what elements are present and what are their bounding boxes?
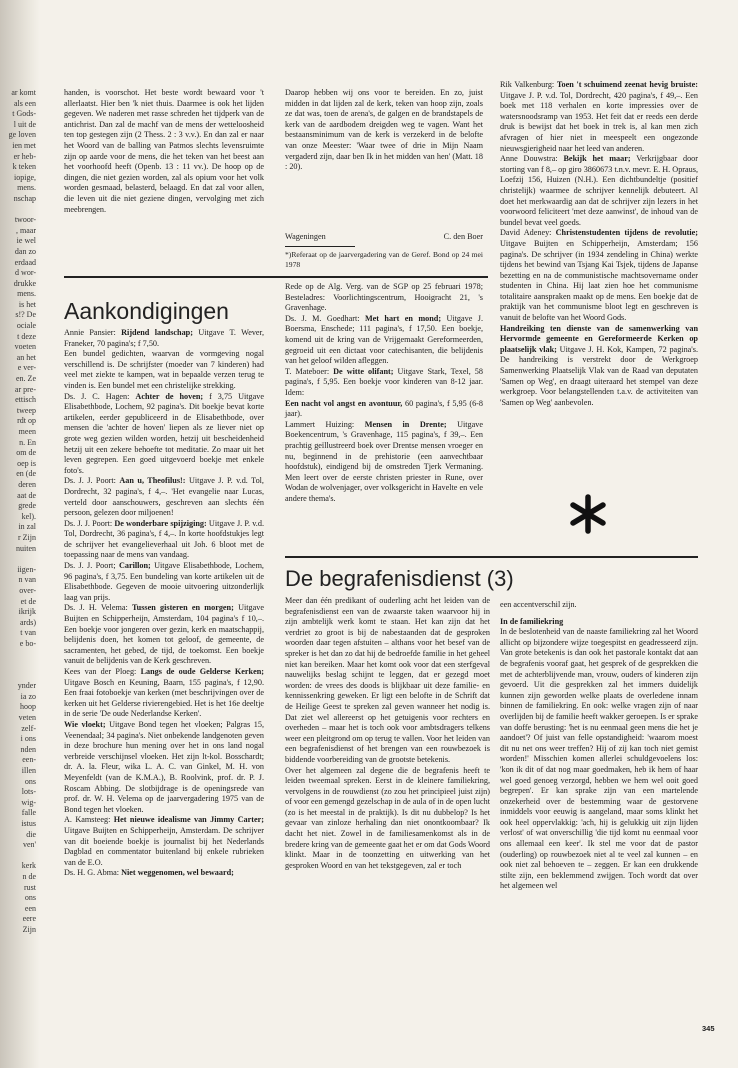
edge-fragment: n van [18,575,36,585]
section-divider [64,276,488,278]
announcement-entry: Ds. J. C. Hagen: Achter de hoven; f 3,75 Uitgave Elisabethbode, Lochem, 92 pagina's. Dit boekje bevat korte artikelen, eerder gepubliceerd in de Elisabethbode, over mensen die 'achter de hoven' liepen als ze liever niet op grote weg gezien wilden worden, hetzij uit bescheidenheid hetzij uit een zekere behoefte tot meditatie. Zo maar uit het leven gegrepen. Een goed uitgevoerd boekje met enkele foto's. [64,391,265,475]
edge-fragment: in zal [18,522,36,532]
edge-fragment: nuiten [16,543,36,553]
edge-fragment: over- [19,585,36,595]
edge-fragment: om de [16,448,36,458]
edge-fragment: ge loven [8,130,36,140]
article-begrafenis-col2: een accentverschil zijn. In de familiekring In de beslotenheid van de naaste familiekring zal het Woord allicht op bijzondere wijze toegespitst en geadresseerd zijn. Van grote betekenis is dan ook het pastorale kontakt dat aan de begrafenis vooraf gaat, het gesprek of de gesprekken die met de achterblijvende man, vrouw, ouders of kinderen zijn gevoerd. Uit die gesprekken zal het immers duidelijk kunnen zijn geworden welke plaats de overledene innam binnen de familiekring. En ook: welke vragen zijn of naar overlijden bij de familie heeft wakker geroepen. Is er sprake van doffe berusting: 'het is nu eenmaal geen mens die het je aandoet'? Of juist van felle opstandigheid: 'waarom moest dit nu net ons weer treffen? Hij of zij kan toch niet gemist worden!' Misschien komen allerlei schuldgevoelens los: 'kon ik dit of dat nog maar goedmaken, heb ik hem of haar wel goed genoeg verzorgd, hebben we hem wel ooit goed begrepen'. Er kan sprake zijn van een martelende onzekerheid over de bestemming waar de gestorvene inmiddels voor eeuwig is aangeland, maar soms klinkt het ook heel oppervlakkig: 'ach, hij is gelukkig uit zijn lijden verlost' of wat onverschillig 'die tijd komt nu eenmaal voor ons allemaal een keer'. Ik stel me voor dat de pastor (ouderling) op rouwbezoek niet al te veel zal kunnen – en ook niet zal behoeven te – zeggen. Er kan een drukkende stilte zijn, een beklemmend zwijgen. Toch wordt dat over het algemeen wel [500,600,698,891]
footnote-rule [285,246,355,247]
signoff-place: Wageningen [285,232,326,241]
edge-fragment: illen [21,766,36,775]
edge-fragment: ar komt [11,88,36,97]
edge-fragment: kerk [21,861,36,871]
edge-fragment: aat de [17,490,36,500]
section-title-aankondigingen: Aankondigingen [64,298,229,324]
announcement-entry: Ds. J. J. Poort; Carillon; Uitgave Elisabethbode, Lochem, 96 pagina's, f 3,75. Een bundeling van korte artikelen uit de Elisabethbode. Gegeven de mooie uitvoering uitzonderlijk laag van prijs. [64,561,264,602]
footnote: *)Referaat op de jaarvergadering van de Geref. Bond op 24 mei 1978 [285,250,483,269]
article-continuation-col2: Daarop hebben wij ons voor te bereiden. En zo, juist midden in dat lijden zal de kerk, teken van hoop zijn, zoals ze dat was, toen de arena's, de galgen en de brandstapels de kerk van de aardbodem dreigden weg te vagen. Want het bestaansminimum van de kerk is verzekerd in de belofte van onze Meester: 'Waar twee of drie in Mijn Naam vergaderd zijn, daar ben Ik in het midden van hen' (Matt. 18 : 20). [285,88,483,172]
edge-fragment: t deze [17,331,36,341]
announcement-entry: Anne Douwstra: Bekijk het maar; Verkrijgbaar door storting van f 8,– op giro 3860673 t.n.v. mevr. E. H. Opraus, Loefzij 156, Huizen (N.H.). Een dichtbundeltje (positief christelijk) waarmee de schrijver kennelijk debuteert. Al doet het merkwaardig aan dat de schrijver zijn lezers in het voorwoord feliciteert 'met deze aanwinst', de inhoud van de bundel bevat veel goeds. [500,154,698,227]
section-divider-2 [285,556,698,558]
edge-fragment: ons [24,893,36,903]
edge-fragment: d wor- [15,268,36,278]
edge-fragment: ards) [20,617,36,627]
facing-page-edge [2,88,36,936]
announcements-col3 [500,80,698,482]
edge-fragment: s!? De [15,310,36,320]
edge-fragment: an het [16,352,36,362]
edge-fragment [2,671,36,682]
edge-fragment: ikrijk [18,607,36,617]
edge-fragment: Zijn [22,924,36,934]
edge-fragment: ien met [12,140,36,150]
edge-fragment [2,649,36,660]
announcement-entry: Rik Valkenburg: Toen 't schuimend zeenat hevig bruiste: Uitgave J. P. v.d. Tol, Dordrecht, 420 pagina's, f 49,–. Een boek met 118 verhalen en korte impressies over de watersnoodsramp van 1953. Het feit dat er reeds een derde druk is bewijst dat het boek in trek is, al kan men zich afvragen of hier niet in meespeelt een ongezonde nieuwsgierigheid naar het leed van anderen. [500,80,698,153]
article-begrafenis-col1: Meer dan één predikant of ouderling acht het leiden van de begrafenisdienst een van de zwaarste taken waarvoor hij in zijn ambtelijk werk komt te staan. Het kan zijn dat het verdriet zo groot is bij de nabestaanden dat de gesproken woorden daar tegen afstuiten – althans voor het besef van de spreker is het dan zo dat hij de bedroefde familie in het geheel niet kan bereiken. Maar het komt ook voor dat een sterfgeval nauwelijks beslag schijnt te leggen, dat er gezegd moet worden: de vrees des doods is blijkbaar uit deze familie- en kennissenkring geweken. Er ligt een belofte in de Schrift dat de Heilige Geest te spreken zal geven wanneer het nodig is. Dat ziet wel allereerst op het getuigenis voor rechters en overheden – maar het is toch ook voor ambtsdragers telkens weer een pleitgrond om op terug te vallen. Voor het leiden van een begrafenisdienst of het brengen van een rouwbezoek is biddende voorbereiding van de grootste betekenis. Over het algemeen zal degene die de begrafenis heeft te leiden tweemaal spreken. Eerst in de kleinere familiekring, vervolgens in de rouwdienst (zo zou het principieel juist zijn) of voor een gemengd gezelschap in de aula of in de open lucht (zo is het meestal in de praktijk). Is dit nu dubbelop? Is het gevaar van zinloze herhaling dan niet onontkoombaar? Ik dacht het niet. Zowel in de familiesamenkomst als in de bredere kring van de gemeente gaat het er om dat Gods Woord klinkt. Maar in de toonzetting en uitwerking van het gesproken Woord en van het tekstgegeven, zal er toch [285,596,490,870]
edge-fragment: mens. [17,183,36,193]
edge-fragment: k teken [12,162,36,172]
edge-fragment: ons [24,776,36,786]
edge-fragment: veten [18,713,36,723]
announcement-entry: Een nacht vol angst en avontuur, 60 pagina's, f 5,95 (6-8 jaar). [285,398,483,419]
announcement-entry: T. Mateboer: De witte olifant; Uitgave Stark, Texel, 58 pagina's, f 5,95. Een boekje voor kinderen van 8-12 jaar. Idem: [285,366,483,397]
announcement-entry: Rede op de Alg. Verg. van de SGP op 25 februari 1978; Besteladres: Voorlichtingscentrum, Hooigracht 21, 's Gravenhage. [285,282,483,313]
edge-fragment: meen [18,427,36,436]
edge-fragment: et de [20,596,36,606]
edge-fragment: l uit de [13,119,36,129]
edge-fragment [2,205,36,216]
edge-fragment: grede [18,501,36,511]
edge-fragment: t van [20,628,36,638]
subheading: In de familiekring [500,616,564,626]
edge-fragment: tweep [16,405,36,415]
edge-fragment [2,660,36,671]
edge-fragment: voeten [14,342,36,352]
announcement-entry: Ds. J. J. Poort: De wonderbare spijziging: Uitgave J. P. v.d. Tol, Dordrecht, 36 pagina's, f 4,–. In korte hoofdstukjes legt de schrijver het evangelieverhaal uit Joh. 6 bloot met de toepassing naar de mens van vandaag. [64,518,264,560]
edge-fragment: drukke [13,278,36,288]
edge-fragment: nden [20,744,36,754]
edge-fragment: ven' [23,840,36,850]
edge-fragment: n de [22,871,36,881]
edge-fragment: oep is [17,458,36,468]
announcement-entry: David Adeney: Christenstudenten tijdens de revolutie; Uitgave Buijten en Schipperheijn, Amsterdam; 156 pagina's. De schrijver (in 1934 zendeling in China) werkte tijdens het bewind van Tsjang Kai Tsjek, tijdens de Japanse bezetting en na de communistische machtsovername onder studenten in China. Hij laat zien hoe het communisme totalitaire aanspraken maakt op de mens. Een boekje dat de praktijk van het communisme bloot legt en geschreven is vanuit de belofte van het Woord Gods. [500,228,699,323]
edge-fragment: hoop [20,702,36,712]
announcement-entry: Wie vloekt; Uitgave Bond tegen het vloeken; Palgras 15, Veenendaal; 34 pagina's. Niet onbekende landgenoten geven in deze brochure hun mening over het in ons land nogal verbreide verschijnsel vloeken. Het zijn lt-kol. Bosschardt; dr. A. la. Fleur, wika L. A. C. van Ginkel, M. H. von Meyenfeldt (van de K.M.A.), B. Roolvink, prof. dr. P. J. Roscam Abbing. De slotbijdrage is de openingsrede van prof. dr. W. H. Velema op de jaarvergadering 1975 van de Bond tegen het vloeken. [64,719,264,814]
edge-fragment: zelf- [21,723,36,733]
edge-fragment: istus [21,818,36,828]
edge-fragment: iopige, [14,172,36,182]
edge-fragment: en. Ze [16,374,36,384]
edge-fragment: en (de [16,469,36,479]
edge-fragment: ettisch [15,395,36,405]
edge-fragment: n. En [19,437,36,447]
edge-fragment: die [26,829,36,839]
edge-fragment: kel). [21,511,36,521]
edge-fragment: als een [14,98,36,108]
edge-fragment: r Zijn [18,532,36,542]
edge-fragment: ynder [17,681,36,691]
edge-fragment: wig- [21,797,36,807]
announcement-entry: Een bundel gedichten, waarvan de vormgeving nogal verschillend is. De schrijfster (moeder van 7 kinderen) had veel met ziekte te kampen, wat in bepaalde verzen terug te vinden is. Een bundel met een christelijke strekking. [64,349,264,390]
announcement-entry: A. Kamsteeg: Het nieuwe idealisme van Jimmy Carter; Uitgave Buijten en Schipperheijn, Amsterdam. De schrijver van dit boeiende boekje is journalist bij het Nederlands Dagblad en commentator buitenland bij enkele rubrieken van de E.O. [64,815,264,867]
signoff-author: C. den Boer [443,232,483,241]
edge-fragment: nschap [13,193,36,203]
edge-fragment: t Gods- [12,109,36,119]
announcements-col1 [64,328,264,1033]
edge-fragment: mens. [17,289,36,299]
edge-fragment: e ver- [17,363,36,373]
edge-fragment: ia zo [20,691,36,701]
edge-fragment [2,554,36,565]
edge-fragment: rdt op [17,416,36,426]
edge-fragment: ociale [16,321,36,331]
edge-fragment: een- [22,755,36,765]
announcement-entry: Ds. J. J. Poort: Aan u, Theofilus!: Uitgave J. P. v.d. Tol, Dordrecht, 32 pagina's, f 4,–. 'Het evangelie naar Lucas, verteld door aanschouwers, geschreven aan slechts één persoon, gelezen door miljoenen! [64,476,264,518]
edge-fragment: iigen- [17,564,36,574]
edge-fragment: ie wel [16,236,36,246]
edge-fragment [2,851,36,862]
edge-fragment: lots- [21,787,36,797]
edge-fragment: deren [18,479,36,489]
edge-fragment: rust [24,882,36,892]
announcement-entry: Lammert Huizing: Mensen in Drente; Uitgave Boekencentrum, 's Gravenhage, 115 pagina's, f 39,–. Een prachtig geïllustreerd boek over Drentse mensen vroeger en nu, beginnend in de prehistorie (een aanvechtbaar hoofdstuk), eindigend bij de omstreden Tjerk Vermaning. Men leert over de eerste christen priester in Rune, over Wodan de wolvenjager, over volksgericht in Havelte en vele andere thema's. [285,419,484,503]
edge-fragment: erdaad [14,257,36,267]
edge-fragment: er heb- [13,151,36,161]
edge-fragment: i ons [20,734,36,744]
announcements-col2 [285,282,484,503]
edge-fragment: een [24,903,36,913]
asterisk-ornament-icon [566,492,610,536]
edge-fragment: eere [22,914,36,924]
edge-fragment: is het [18,299,36,309]
edge-fragment: dan zo [14,246,36,256]
article-signoff [285,232,483,241]
section-title-begrafenisdienst: De begrafenisdienst (3) [285,566,514,591]
edge-fragment: twoor- [14,215,36,225]
announcement-entry: Kees van der Ploeg: Langs de oude Gelderse Kerken; Uitgave Bosch en Keuning, Baarn, 155 pagina's, f 12,90. Een fraai fotoboekje van kerken (met beschrijvingen over de kerken uit het Gelderse rivierengebied. Het is het 16e deeltje in de serie 'De oude Nederlandse Kerken'. [64,667,264,719]
article-continuation-col1: handen, is voorschot. Het beste wordt bewaard voor 't allerlaatst. Hier ben 'k niet thuis. Daarmee is ook het lijden gegeven. We naderen met rasse schreden het tijdperk van de antichrist. Dan zal de machf van de mens der wetteloosheid ten top gestegen zijn (2 Thess. 2 : 3 v.v.). En dan zal er naar het Woord van de balling van Patmos slechts levensruimte zijn op aarde voor de mens, die het teken van het beest aan het voorhoofd heeft (Openb. 13 : 11 vv.). De hoop op de dingen, die niet gezien worden, zal als opium voor het volk worden gesmaad, belasterd, belaagd. En dat zal voor allen, die leven uit die niet geziene dingen, vervolging met zich meebrengen. [64,88,264,214]
page-number: 345 [702,1024,715,1033]
edge-fragment: ar pre- [14,384,36,394]
edge-fragment: e bo- [19,638,36,648]
announcement-entry: Ds. H. G. Abma: Niet weggenomen, wel bewaard; [64,868,234,878]
announcement-entry: Ds. J. M. Goedhart: Met hart en mond; Uitgave J. Boersma, Enschede; 111 pagina's, f 17,50. Een boekje, komend uit de kring van de Vrijgemaakt Gereformeerden, gegroeid uit een dictaat voor catechisanten, die belijdenis van het geloof wilden afleggen. [285,313,483,366]
announcement-entry: Ds. J. H. Velema: Tussen gisteren en morgen; Uitgave Buijten en Schipperheijn, Amsterdam, 104 pagina's f 10,–. Een boekje voor jongeren over gezin, kerk en maatschappij, belijdenis doen, het komen tot geloof, de gemeente, de sacramenten, het gebed, de tijd, de toekomst. Een boekje vanuit de belijdenis van de Kerk geschreven. [64,603,264,666]
edge-fragment: , maar [16,225,36,235]
announcement-entry: Handreiking ten dienste van de samenwerking van Hervormde gemeente en Gereformeerde Kerken op plaatselijk vlak; Uitgave J. H. Kok, Kampen, 72 pagina's. De handreiking is verstrekt door de Werkgroep Samenwerking Plaatselijk Vlak van de Raad van deputaten 'Samen op Weg', en draagt uiteraard het stempel van deze werkgroep. Voor belangstellenden t.a.v. de activiteiten van 'Samen op Weg' aanbevolen. [500,323,698,407]
edge-fragment: falle [21,808,36,818]
announcement-entry: Annie Pansier: Rijdend landschap; Uitgave T. Wever, Franeker, 70 pagina's; f 7,50. [64,328,265,348]
